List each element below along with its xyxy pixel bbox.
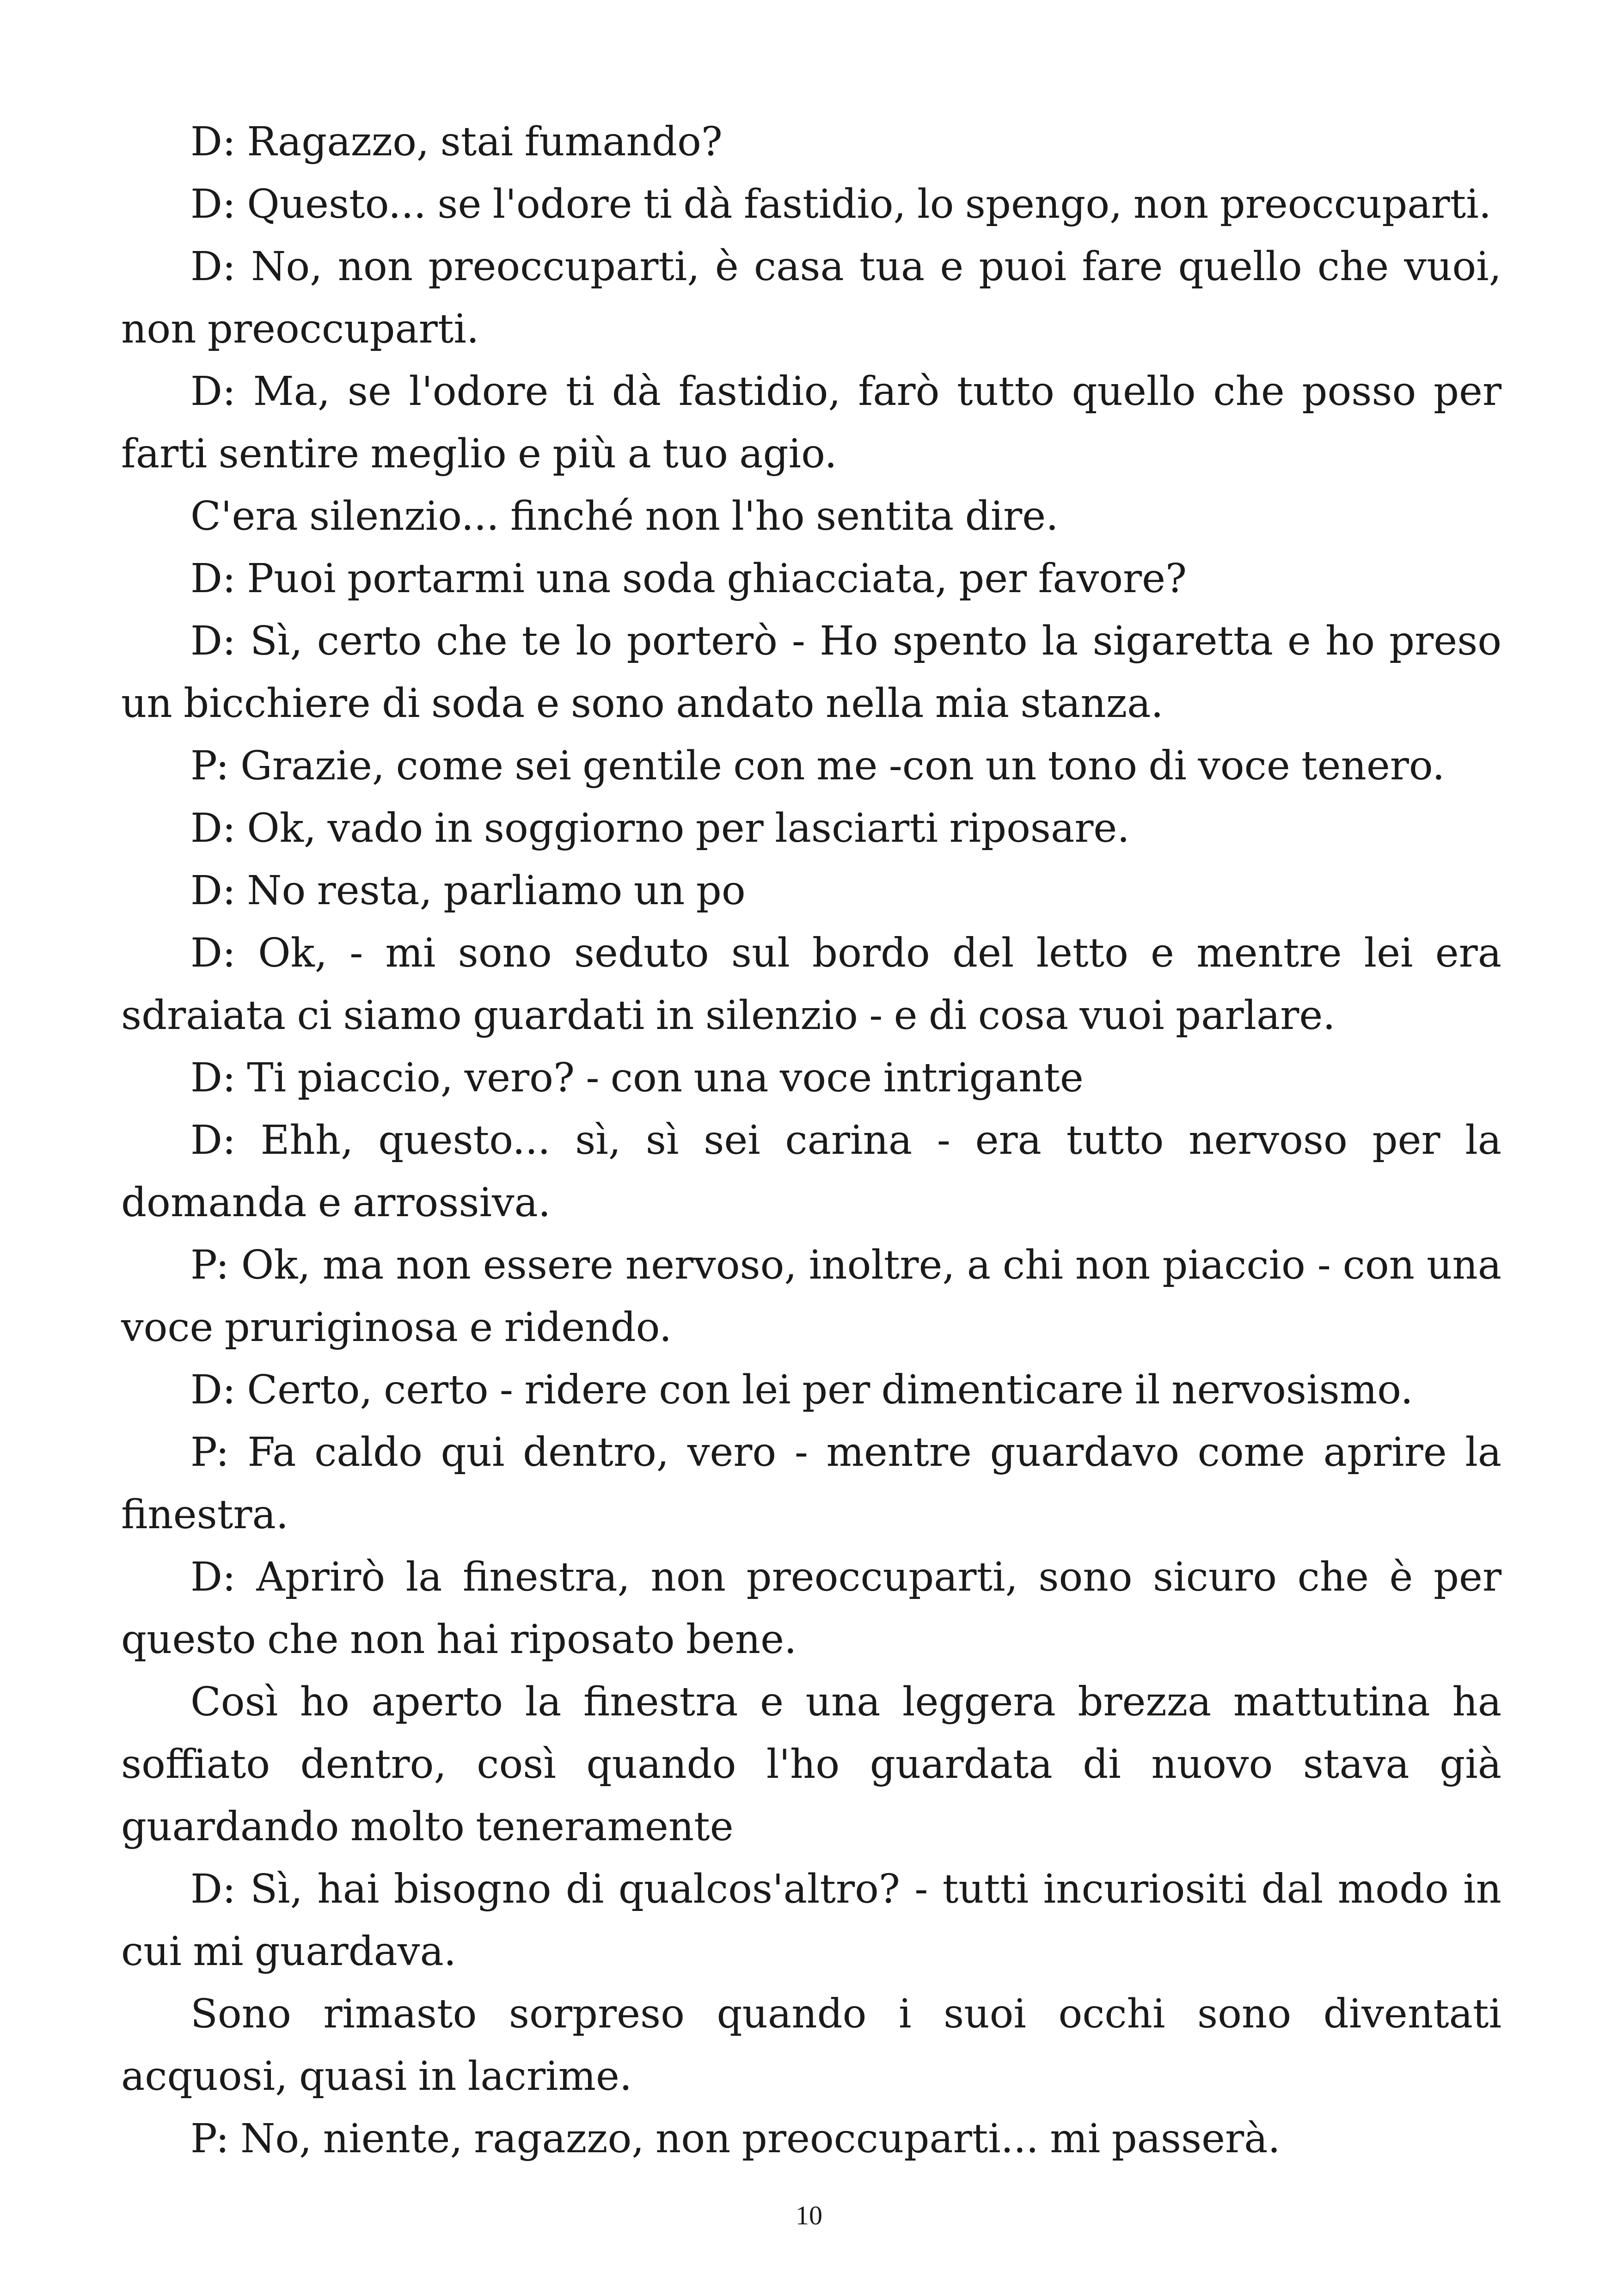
paragraph: Sono rimasto sorpreso quando i suoi occhi sono diventati acquosi, quasi in lacrime. bbox=[121, 1991, 1502, 2100]
paragraph: D: Ragazzo, stai fumando? bbox=[190, 119, 723, 165]
paragraph: D: Questo... se l'odore ti dà fastidio, lo spengo, non preoccuparti. bbox=[190, 181, 1492, 227]
paragraph: C'era silenzio... finché non l'ho sentita dire. bbox=[190, 493, 1059, 539]
paragraph: D: Sì, hai bisogno di qualcos'altro? - tutti incuriositi dal modo in cui mi guardava. bbox=[121, 1866, 1502, 1975]
page-number: 10 bbox=[796, 2200, 822, 2230]
paragraph: D: No, non preoccuparti, è casa tua e puoi fare quello che vuoi, non preoccuparti. bbox=[121, 244, 1502, 352]
paragraph: P: Fa caldo qui dentro, vero - mentre guardavo come aprire la finestra. bbox=[121, 1429, 1502, 1538]
paragraph: D: Ehh, questo... sì, sì sei carina - era tutto nervoso per la domanda e arrossiva. bbox=[121, 1117, 1502, 1226]
paragraph: P: Ok, ma non essere nervoso, inoltre, a chi non piaccio - con una voce pruriginosa e ridendo. bbox=[121, 1242, 1502, 1351]
paragraph: D: Sì, certo che te lo porterò - Ho spento la sigaretta e ho preso un bicchiere di soda e sono andato nella mia stanza. bbox=[121, 618, 1502, 727]
paragraph: D: Puoi portarmi una soda ghiacciata, per favore? bbox=[190, 556, 1187, 602]
paragraph: D: Certo, certo - ridere con lei per dimenticare il nervosismo. bbox=[190, 1367, 1413, 1413]
paragraph: D: Ti piaccio, vero? - con una voce intrigante bbox=[190, 1055, 1084, 1101]
paragraph: D: No resta, parliamo un po bbox=[190, 868, 746, 914]
paragraph: Così ho aperto la finestra e una leggera brezza mattutina ha soffiato dentro, così quando l'ho guardata di nuovo stava già guardando molto teneramente bbox=[121, 1679, 1502, 1850]
paragraph: P: No, niente, ragazzo, non preoccuparti... mi passerà. bbox=[190, 2116, 1281, 2162]
paragraph: D: Ma, se l'odore ti dà fastidio, farò tutto quello che posso per farti sentire meglio e più a tuo agio. bbox=[121, 368, 1502, 477]
paragraph: D: Ok, - mi sono seduto sul bordo del letto e mentre lei era sdraiata ci siamo guardati in silenzio - e di cosa vuoi parlare. bbox=[121, 930, 1502, 1039]
paragraph: P: Grazie, come sei gentile con me -con un tono di voce tenero. bbox=[190, 743, 1445, 789]
body-text bbox=[121, 111, 1502, 2170]
paragraph: D: Aprirò la finestra, non preoccuparti, sono sicuro che è per questo che non hai riposato bene. bbox=[121, 1554, 1502, 1663]
paragraph: D: Ok, vado in soggiorno per lasciarti riposare. bbox=[190, 805, 1130, 851]
